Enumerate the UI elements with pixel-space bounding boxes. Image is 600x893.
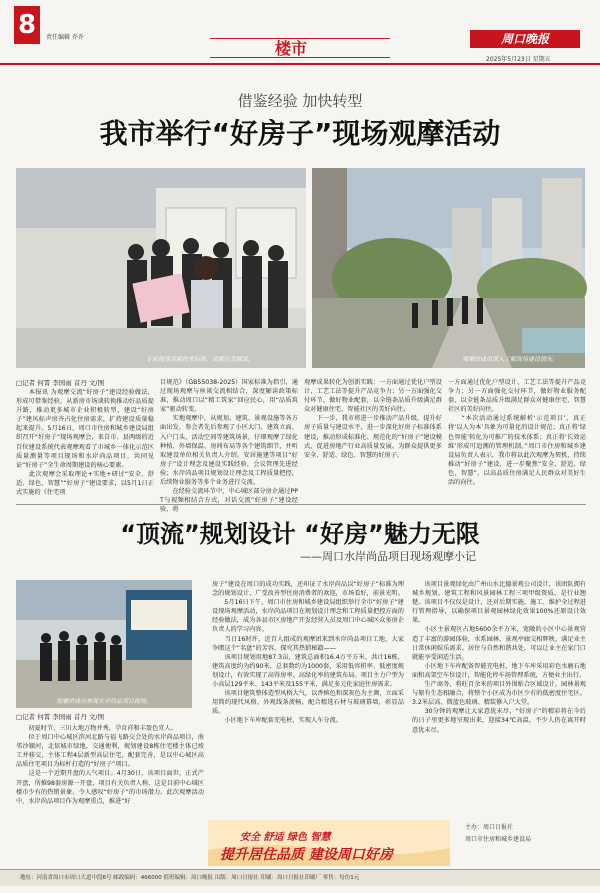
article2-column-2: 房子”建设在周口的成功实践，还印证了水岸尚品以“好房子”标准为理念的规划设计，广受改善型住房消费者的欢迎，市场看好，前景光明。 5月16日下午，周口市住房和城乡建设局组织举行全市“好房子”建设现场观摩活动，水岸尚品项目在规划设计理念和工程质量把控方面的经验做法，成为各县市区房地产开发经营人员及周口中心城区众多房企负责人的学习内容。 当日16时许，近百人组成的观摩团来到水岸尚品项目工地，大家争睹这个“名盘”的芳容，探究其热销秘籍—— 该项目规划用地87.3亩，建筑总面积16.4万平方米，共计16栋，建筑高度约为约90米，总套数约为1000套，采用低容积率、低密度规划设计，有效实现了高得房率、高绿化率的建筑布局。项目主力户型为小高层129平米、143平米及155平米，满足多元化家庭住房需求。 该项目建筑整体造型风格大气，以香槟色和深灰色为主调，立面采用简约现代风格，外观线条流畅，配合精选石材与玻璃幕墙，彰显品质。 小区地下车库配套充电桩，实现人车分流。 xyxy=(212,581,404,725)
editor-credit: 责任编辑 乔乔 xyxy=(46,34,84,41)
photo2-caption: 观摩团成员深入了解现场建设情况。 xyxy=(462,356,559,363)
photo1-caption: 专家现场讲解技术标准，讲解代表解说。 xyxy=(146,356,255,363)
paper-logo: 周口晚报 xyxy=(470,30,580,48)
banner-organizer: 周口市住房和城乡建设局 xyxy=(465,836,532,843)
article2-photo xyxy=(16,580,192,708)
article2-subhead: ——周口水岸尚品项目现场观摩小记 xyxy=(300,550,476,563)
article1-photo-left xyxy=(16,168,306,368)
footer-text: 地址：河南省周口市周口大道中段6号 邮政编码：466000 值班编辑：周口晚报 出版：周口日报社 印刷：周口日报社印刷厂 零售：每份1元 xyxy=(20,875,360,881)
article1-column-4: 一方面通过优化户型设计、工艺工法等提升产品竞争力；另一方面强化交付环节，做好物业服务配套，以全链条品质升级满足群众对健康住宅、智慧社区的美好向往。 “本次活动通过系统解析‘示范项目’，真正将‘以人为本’具象为可量化的设计规范；真正将‘绿色智能’转化为可推广的技术体系；真正将‘长效运维’形成可追溯的管理机制。”周口市住房和城乡建设局负责人表示，我市将以此次观摩为契机，持续推动“好房子”建设，进一步聚焦“安全、舒适、绿色、智慧”，以高品质住房满足人民群众对美好生活的向往。 xyxy=(448,379,586,487)
article1-photo-right xyxy=(312,168,585,368)
article-divider xyxy=(16,504,586,505)
banner-host: 主办：周口日报社 xyxy=(465,824,514,831)
issue-date: 2025年5月23日 星期五 xyxy=(486,56,551,63)
article2-column-3: 该项目景观绿化由广州山水比德景观公司设计，该团队拥有城乡规划、建筑工程和风景园林工程三项甲级资质，是行业翘楚。该项目不仅仅是设计，还对后期实施、施工、维护全过程进行管理指导，以确保项目景观园林绿化效果100%还原设计效果。 小区主景观区占地5600余平方米，宽敞的小区中心景观营造了丰富的游园体验，水系园林、景观亭廊交相辉映，满足业主日常休闲娱乐需求。居住与自然和谐共处，可以让业主在家门口就能享受闲适生活。 小区地下车库配备智能充电桩，地下车库采用彩色水磨石地面和高架空车位设计，智能化停车场管理系统，方便业主出行。 生产商务，将旺百余米的项目外围贴合区域设计，园林景观与原有生态相融合，将整个小区成为市区少有的低密度住宅区。3.2米层高、微蓝色玻璃、精装修入户大堂。 30分钟的观摩让大家意犹未尽，“好房子”的精彩将在今后的日子里更多地呈现出来，迎接34℃高温，不少人仍在离开时意犹未尽。 xyxy=(412,581,586,734)
article2-photo-caption: 观摩团成员参观水岸尚品项目现场。 xyxy=(56,698,153,705)
article1-column-2: 目规范》（GB55038-2025）国家标准为指引，通过现场观摩与座谈交流相结合，深度解读政策标准，推动周口以“精工筑家”回应民心，用“品质筑家”驱动转变。 实地观摩中，从规划、建筑、景观设施等各方面出发，参会者先后参观了小区大门、建筑立面、入户门头、活动空间等建筑场景，仔细观摩了绿化种植、外墙保温、房间布局等各个建筑细节，并听取建设单位相关负责人介绍。安居施建等项目“好房子”设计理念及建设实践经验，会议管理先进经验；水岸尚品项目规划设计理念及工程质量把控，后续物业服务等多个业务进行交流。 在经验交流环节中，中心城区部分房企通过PPT与视频相结合方式，对话交流“好房子”建设经验，将 xyxy=(160,379,298,514)
banner-slogan-top: 安全 舒适 绿色 智慧 xyxy=(240,832,331,843)
article2-credit: □记者 何霄 李国雨 首丹 文/图 xyxy=(16,713,105,721)
article1-column-3: 观摩成果转化为创新实践：一方面通过优化户型设计、工艺工法等提升产品竞争力；另一方面强化交付环节，做好物业配套，以全链条品质升级满足群众对健康住宅、智能社区的美好向往。 下一步，我市将进一步推动产品升级，提升好房子质量与建设水平，进一步深化好房子标准体系建设，推动形成标准化、规范化的“好房子”建设模式，促进房地产行业高质量发展。为群众提供更多安全、舒适、绿色、智慧的好房子。 xyxy=(304,379,442,459)
page-number: 8 xyxy=(14,6,40,44)
header-rule xyxy=(0,63,600,65)
article1-credit: □记者 何霄 李国雨 首丹 文/图 xyxy=(16,379,105,387)
article1-column-1: 本报讯 为观摩交流“好房子”建设经验做法，形成可借鉴经验，从新房市场谈转换推动好品质提升路，推动更多城市企业积极转型，建设“好房子”建风标声房齐占化住房需求，扩持建设质量稳起来提升。5月16日，周口市住房和城乡建设局组织召开“好房子”现场观摩会，来自市、县两级的近百位建设系统代表观摩观看了市城乡一体化示范区质量测量等项目现场和水岸尚品项目，共同见证“好房子”全生命周期建设的核心要素。 此次观摩会采取理论+实地+研讨“安全、舒适、绿色、智慧”“好房子”建设要求，以5月1日正式实施的《住宅项 xyxy=(16,389,154,497)
article2-headline: “顶流”规划设计 “好房”魅力无限 xyxy=(120,520,480,548)
article1-kicker: 借鉴经验 加快转型 xyxy=(237,92,363,110)
banner-slogan-main: 提升居住品质 建设周口好房 xyxy=(220,847,393,863)
article2-column-1: 初夏时节，三川大地万物并秀，孕育祥和丰盈色宜人。 位于周口中心城区滨河北路与福飞路交会处的水岸尚品项目，南邻沙颍河，北依城市绿地，交通便利，规划建设8栋住宅楼主体已竣工并移交，主体工程4层新型高层住宅，配套完善，是以中心城区高品质住宅项目为标杆打造的“好房子”项目。 这是一个近期开盘的人气项目。4月30日，该项目面世，正式产开盘，所推98套房源一开盘，项目有关负责人称，这是目前中心城区楼市少有的热销景象。令人感叹“好房子”的市场潜力。此次观摩活动中，水岸尚品项目作为观摩重点，推进“好 xyxy=(16,725,204,805)
article1-headline: 我市举行“好房子”现场观摩活动 xyxy=(99,117,501,150)
section-title: 楼市 xyxy=(275,39,308,58)
